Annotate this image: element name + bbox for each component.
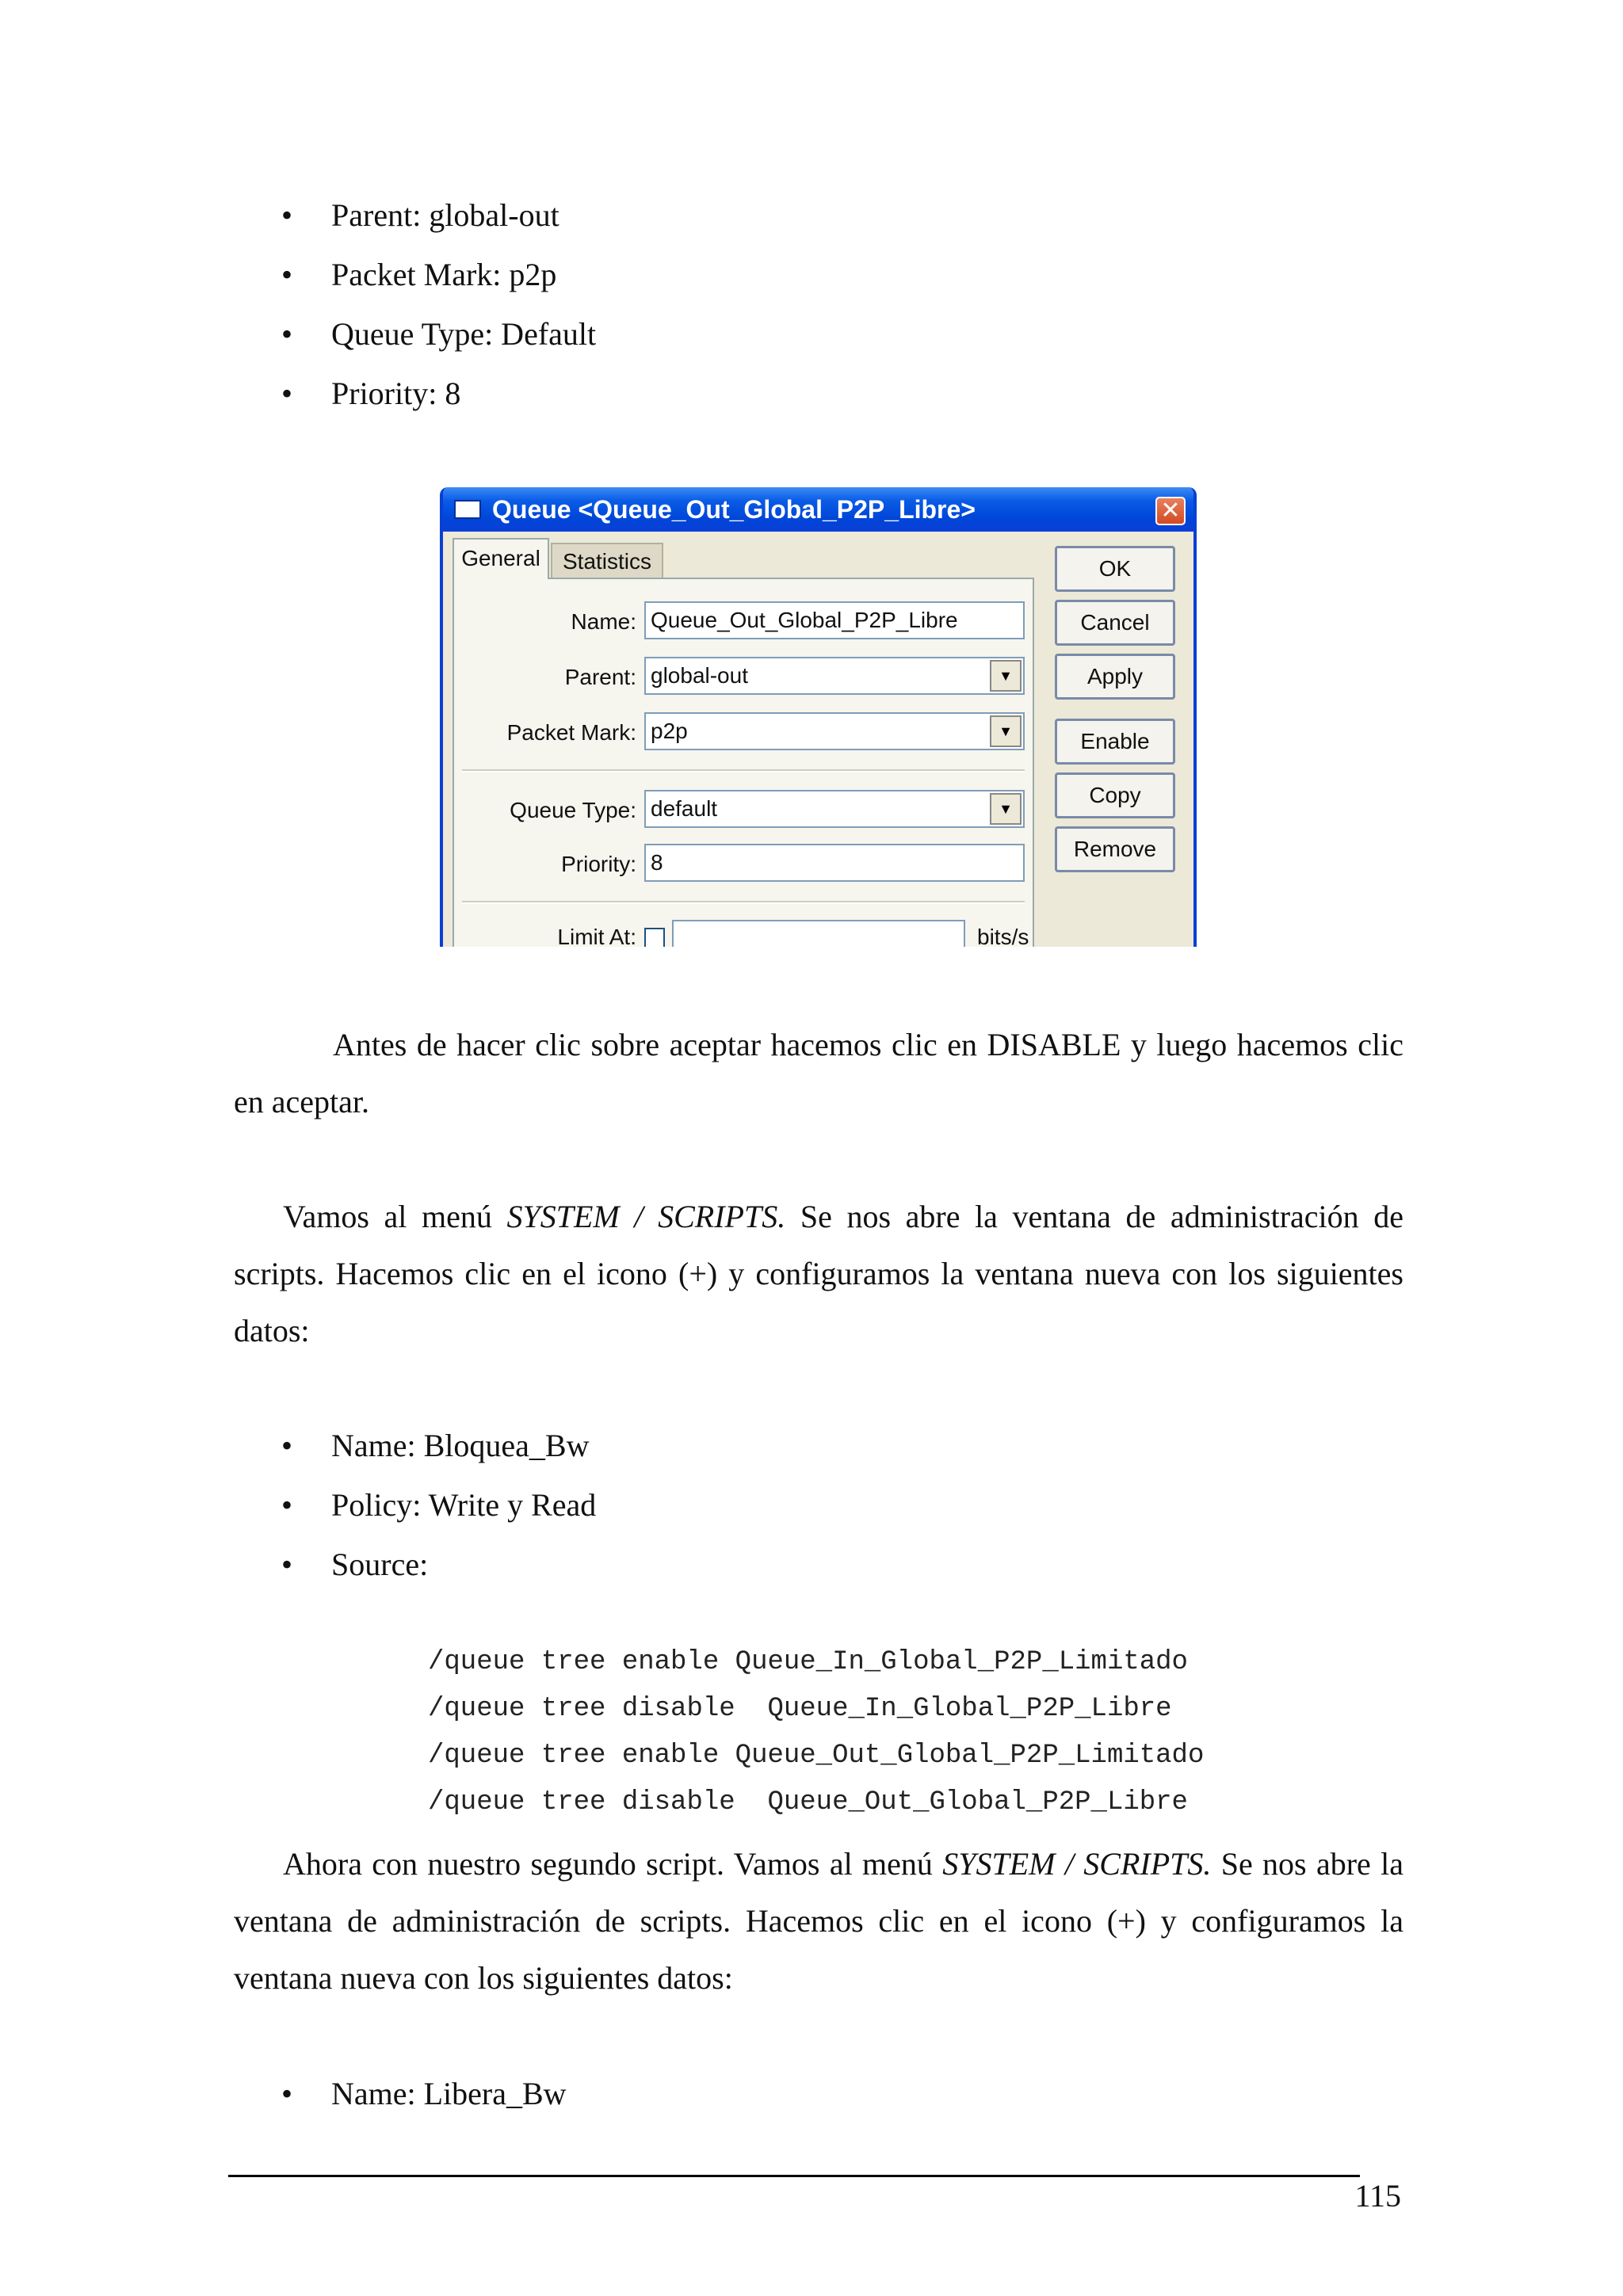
tab-statistics[interactable]: Statistics [551,543,663,579]
parent-value: global-out [651,663,748,688]
limit-at-field[interactable] [672,920,965,947]
list-item: • Priority: 8 [281,364,596,423]
top-bullet-list [281,185,596,423]
priority-label: Priority: [561,852,636,876]
list-item: • Name: Libera_Bw [281,2064,567,2123]
script-source-code [428,1592,1204,1873]
general-tab-panel [453,578,1034,947]
bullet-icon: • [281,257,293,292]
limit-at-checkbox[interactable] [644,928,665,947]
name-field[interactable]: Queue_Out_Global_P2P_Libre [644,601,1025,639]
limit-at-label: Limit At: [557,925,636,947]
remove-button[interactable]: Remove [1055,826,1175,872]
chevron-down-icon[interactable]: ▼ [990,793,1022,825]
limit-at-unit: bits/s [977,925,1029,947]
bullet-icon: • [281,316,293,352]
page-number: 115 [1354,2178,1401,2214]
chevron-down-icon[interactable]: ▼ [990,660,1022,692]
parent-select[interactable] [644,657,1025,695]
bullet-icon: • [281,1487,293,1523]
packet-mark-value: p2p [651,719,688,743]
apply-button[interactable]: Apply [1055,654,1175,700]
window-icon [454,500,481,519]
code-line: /queue tree enable Queue_In_Global_P2P_Limitado [428,1647,1188,1677]
dialog-title: Queue <Queue_Out_Global_P2P_Libre> [492,495,976,524]
name-label: Name: [571,609,636,634]
script-bullet-list [281,1416,596,1594]
divider [462,901,1025,904]
list-item: • Parent: global-out [281,185,596,245]
code-line: /queue tree disable Queue_Out_Global_P2P_Libre [428,1787,1188,1817]
chevron-down-icon[interactable]: ▼ [990,715,1022,747]
list-item: • Packet Mark: p2p [281,245,596,304]
footer-rule [228,2175,1360,2177]
dialog-titlebar [443,487,1193,532]
priority-field[interactable]: 8 [644,844,1025,882]
paragraph-disable-instruction: Antes de hacer clic sobre aceptar hacemos clic en DISABLE y luego hacemos clic en aceptar. [234,1027,1403,1119]
bullet-icon: • [281,1428,293,1463]
menu-path: SYSTEM / SCRIPTS. [506,1199,786,1234]
bullet-icon: • [281,376,293,411]
tab-general[interactable]: General [453,538,549,579]
paragraph-second-script: Ahora con nuestro segundo script. Vamos al menú SYSTEM / SCRIPTS. Se nos abre la ventana de administración de scripts. Hacemos clic en el icono (+) y configuramos la ventana nueva con los siguientes datos: [234,1846,1403,1996]
menu-path: SYSTEM / SCRIPTS. [942,1846,1212,1882]
close-button[interactable]: ✕ [1155,497,1186,525]
paragraph-system-scripts: Vamos al menú SYSTEM / SCRIPTS. Se nos abre la ventana de administración de scripts. Hacemos clic en el icono (+) y configuramos la ventana nueva con los siguientes datos: [234,1199,1404,1348]
queue-type-value: default [651,796,718,821]
list-item: • Source: [281,1535,596,1594]
queue-type-select[interactable] [644,790,1025,828]
second-script-bullet-list [281,2064,567,2123]
bullet-icon: • [281,197,293,233]
list-item: • Queue Type: Default [281,304,596,364]
code-line: /queue tree disable Queue_In_Global_P2P_Libre [428,1694,1172,1724]
parent-label: Parent: [564,665,636,689]
queue-type-label: Queue Type: [510,798,636,822]
packet-mark-select[interactable] [644,712,1025,750]
code-line: /queue tree enable Queue_Out_Global_P2P_Limitado [428,1741,1205,1771]
packet-mark-label: Packet Mark: [506,720,636,745]
copy-button[interactable]: Copy [1055,772,1175,818]
ok-button[interactable]: OK [1055,546,1175,592]
cancel-button[interactable]: Cancel [1055,600,1175,646]
divider [462,769,1025,772]
bullet-icon: • [281,2076,293,2111]
list-item: • Name: Bloquea_Bw [281,1416,596,1475]
list-item: • Policy: Write y Read [281,1475,596,1535]
queue-dialog-screenshot [440,487,1197,947]
bullet-icon: • [281,1547,293,1582]
enable-button[interactable]: Enable [1055,719,1175,765]
